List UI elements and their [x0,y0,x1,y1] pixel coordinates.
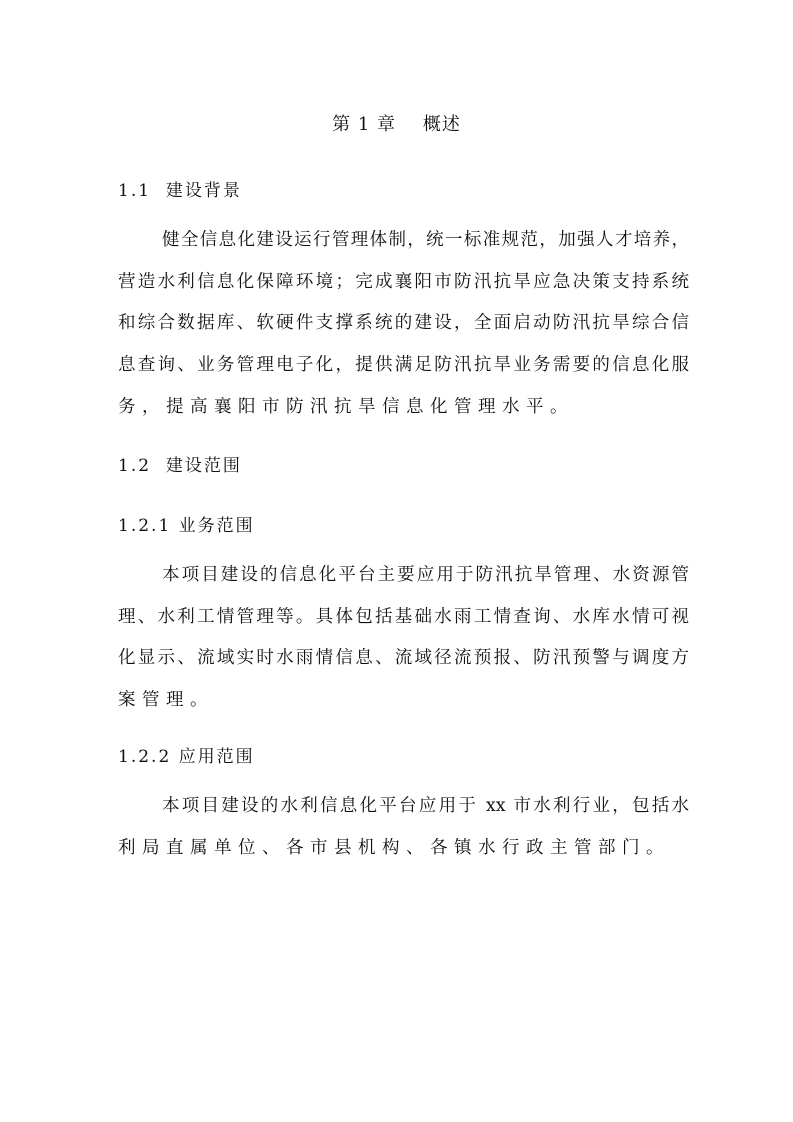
section-heading-1-2-1: 1.2.1 业务范围 [118,516,255,536]
paragraph-business-scope [118,555,689,722]
section-heading-1-1: 1.1 建设背景 [118,181,242,201]
text-line: 务，提高襄阳市防汛抗旱信息化管理水平。 [118,396,574,417]
text-line: 本项目建设的水利信息化平台应用于 xx 市水利行业，包括水 [162,796,689,816]
section-heading-1-2-2: 1.2.2 应用范围 [118,747,255,767]
text-line: 化显示、流域实时水雨情信息、流域径流预报、防汛预警与调度方 [118,648,689,669]
section-heading-1-2: 1.2 建设范围 [118,456,242,476]
chapter-title: 第 1 章 概述 [332,114,461,135]
text-line: 和综合数据库、软硬件支撑系统的建设，全面启动防汛抗旱综合信 [118,313,689,334]
paragraph-application-scope [118,786,689,869]
text-line: 理、水利工情管理等。具体包括基础水雨工情查询、水库水情可视 [118,606,689,627]
text-line: 营造水利信息化保障环境；完成襄阳市防汛抗旱应急决策支持系统 [118,271,689,292]
text-line: 案管理。 [118,690,214,711]
text-line: 健全信息化建设运行管理体制，统一标准规范，加强人才培养， [162,230,689,250]
text-line: 本项目建设的信息化平台主要应用于防汛抗旱管理、水资源管 [162,565,689,585]
text-line: 利局直属单位、各市县机构、各镇水行政主管部门。 [118,837,670,858]
text-line: 息查询、业务管理电子化，提供满足防汛抗旱业务需要的信息化服 [118,355,689,376]
paragraph-background [118,220,689,428]
